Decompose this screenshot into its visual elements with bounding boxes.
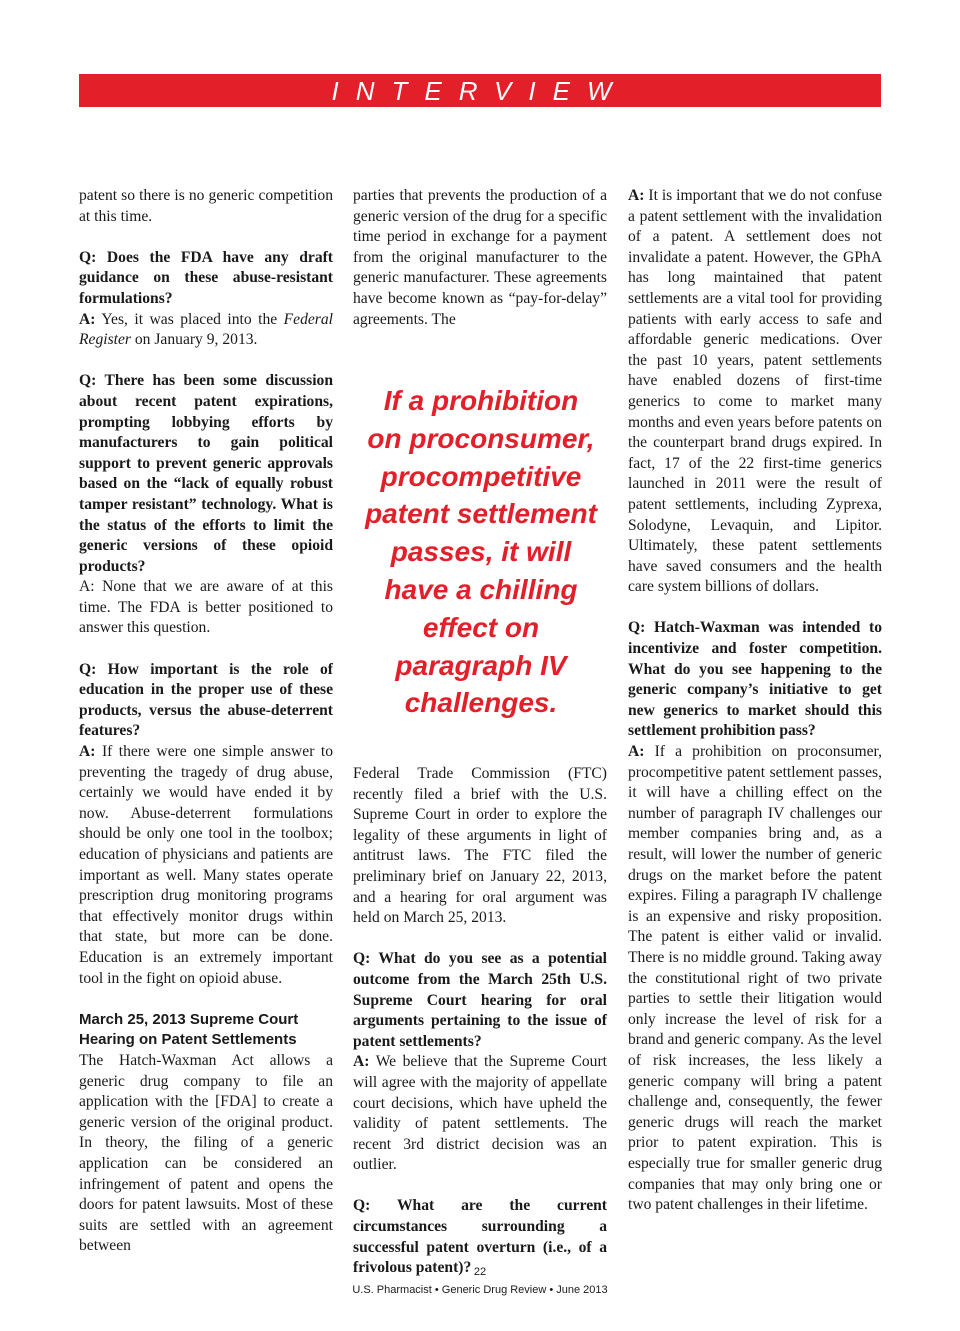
answer: A: It is important that we do not confuse a patent settlement with the invalidation of a patent. A settlement does not invalidate a patent. However, the GPhA has long maintained that patent settlements are a vital tool for providing patients with early access to safe and affordable generic medications. Over the past 10 years, patent settlements have enabled dozens of first-time generics to come to market many months and even years before patents on the counterpart brand drugs expired. In fact, 17 of the 22 first-time generics launched in 2011 were the result of patent settlements, including Zyprexa, Solodyne, Levaquin, and Lipitor. Ultimately, these patent settlements have saved consumers and the health care system billions of dollars. (628, 187, 882, 596)
question: Q: Does the FDA have any draft guidance on these abuse-resistant formulations? (79, 248, 333, 307)
section-banner: INTERVIEW (79, 74, 881, 107)
pull-quote-line: have a chilling (384, 573, 578, 605)
question: Q: How important is the role of education in the proper use of these products, versus the abuse-deterrent features? (79, 660, 333, 740)
question: Q: There has been some discussion about recent patent expirations, prompting lobbying efforts by manufacturers to gain political support to prevent generic approvals based on the “lack of equally robust tamper resistant” technology. What is the status of the efforts to limit the generic versions of these opioid products? (79, 372, 333, 575)
answer: A: Yes, it was placed into the Federal Register on January 9, 2013. (79, 310, 333, 349)
pull-quote-line: If a prohibition (383, 385, 579, 416)
answer: A: We believe that the Supreme Court will agree with the majority of appellate court decisions, which have upheld the validity of patent settlements. The recent 3rd district decision was an outlier. (353, 1053, 607, 1174)
publication-footer: U.S. Pharmacist • Generic Drug Review • June 2013 (352, 1284, 608, 1296)
answer: A: If there were one simple answer to preventing the tragedy of drug abuse, certainly we would have ended it by now. Abuse-deterrent formulations should be only one tool in the toolbox; education of physicians and patients are important as well. Many states operate prescription drug monitoring programs that effectively monitor drugs within that state, but more can be done. Education is an extremely important tool in the fight on opioid abuse. (79, 743, 333, 987)
pull-quote-line: paragraph IV (395, 649, 567, 681)
paragraph: Federal Trade Commission (FTC) recently filed a brief with the U.S. Supreme Court in order to explore the legality of these arguments in light of antitrust laws. The FTC filed the preliminary brief on January 22, 2013, and a hearing for oral argument was held on March 25, 2013. (353, 765, 607, 927)
column-1 (79, 186, 333, 1257)
column-2-lower (353, 764, 607, 1279)
answer: A: If a prohibition on proconsumer, procompetitive patent settlement passes, it will have a chilling effect on the number of paragraph IV challenges our member companies bring and, as a result, will lower the number of generic drugs on the market before the patent expires. Filing a paragraph IV challenge is an expensive and risky proposition. The patent is either valid or invalid. There is no middle ground. Taking away the constitutional right of two private parties to settle their litigation would only increase the level of risk for a brand and generic company. As the level of risk increases, the less likely a generic company will bring a patent challenge and, consequently, the fewer generic drugs will reach the market prior to patent expiration. This is especially true for smaller generic drug companies that may only bring one or two patent challenges in their lifetime. (628, 743, 882, 1214)
answer: A: None that we are aware of at this time. The FDA is better positioned to answer this question. (79, 578, 333, 637)
column-3 (628, 186, 882, 1216)
question: Q: Hatch-Waxman was intended to incentivize and foster competition. What do you see happening to the generic company’s initiative to get new generics to market should this settlement prohibition pass? (628, 619, 882, 740)
question: Q: What are the current circumstances surrounding a successful patent overturn (i.e., of a frivolous patent)? (353, 1197, 607, 1277)
paragraph: patent so there is no generic competition at this time. (79, 187, 333, 225)
pull-quote-line: patent settlement (365, 498, 597, 530)
pull-quote-line: challenges. (404, 687, 558, 719)
paragraph: parties that prevents the production of a generic version of the drug for a specific time period in exchange for a payment from the original manufacturer to the generic manufacturer. These agreements have become known as “pay-for-delay” agreements. The (353, 187, 607, 328)
pull-quote-line: effect on (422, 611, 540, 643)
pull-quote-line: passes, it will (390, 536, 572, 568)
paragraph: The Hatch-Waxman Act allows a generic drug company to file an application with the [FDA] to create a generic version of the original product. In theory, the filing of a generic application can be considered an infringement of patent and opens the doors for patent lawsuits. Most of these suits are settled with an agreement between (79, 1051, 333, 1255)
page-number: 22 (473, 1266, 487, 1278)
subheading: March 25, 2013 Supreme Court Hearing on Patent Settlements (79, 1010, 299, 1049)
question: Q: What do you see as a potential outcome from the March 25th U.S. Supreme Court hearing for oral arguments pertaining to the issue of patent settlements? (353, 950, 607, 1050)
pull-quote (356, 382, 606, 722)
pull-quote-line: on proconsumer, (367, 422, 595, 454)
column-2 (353, 186, 607, 330)
pull-quote-line: procompetitive (380, 460, 582, 492)
